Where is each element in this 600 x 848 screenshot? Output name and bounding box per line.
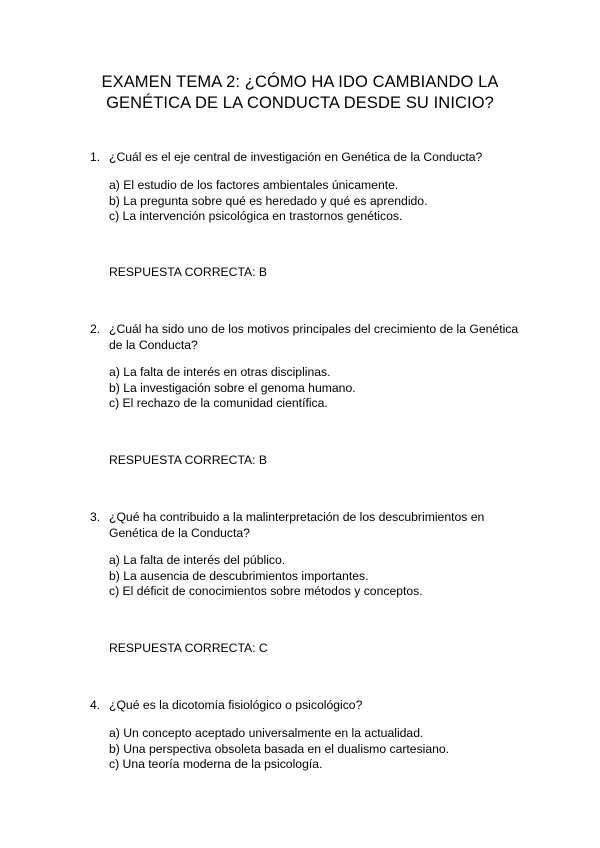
- question-number: 4.: [90, 698, 101, 712]
- question-number: 1.: [90, 150, 101, 164]
- question-stem: ¿Cuál ha sido uno de los motivos principales del crecimiento de la Genética de la Conducta?: [109, 322, 519, 352]
- option-c: c) El déficit de conocimientos sobre métodos y conceptos.: [109, 584, 423, 599]
- question-number: 3.: [90, 510, 101, 524]
- option-c: c) Una teoría moderna de la psicología.: [109, 757, 323, 772]
- options-list: [109, 725, 529, 772]
- question-number: 2.: [90, 322, 101, 336]
- options-list: [109, 177, 529, 224]
- option-a: a) El estudio de los factores ambientales únicamente.: [109, 178, 399, 192]
- option-c: c) La intervención psicológica en trastornos genéticos.: [109, 209, 403, 224]
- options-list: [109, 552, 529, 599]
- exam-title: [60, 72, 540, 114]
- options-list: [109, 364, 529, 411]
- option-b: b) La pregunta sobre qué es heredado y qué es aprendido.: [109, 193, 428, 208]
- option-a: a) La falta de interés en otras disciplinas.: [109, 365, 331, 379]
- exam-title-line-1: EXAMEN TEMA 2: ¿CÓMO HA IDO CAMBIANDO LA: [101, 73, 499, 91]
- correct-answer: RESPUESTA CORRECTA: B: [109, 453, 268, 467]
- option-b: b) Una perspectiva obsoleta basada en el dualismo cartesiano.: [109, 741, 450, 756]
- question-stem: ¿Qué es la dicotomía fisiológico o psicológico?: [109, 698, 363, 712]
- option-a: a) La falta de interés del público.: [109, 553, 286, 567]
- question-stem: ¿Cuál es el eje central de investigación en Genética de la Conducta?: [109, 150, 483, 164]
- question-stem: ¿Qué ha contribuido a la malinterpretación de los descubrimientos en Genética de la Conducta?: [109, 510, 485, 540]
- correct-answer: RESPUESTA CORRECTA: B: [109, 265, 268, 279]
- option-c: c) El rechazo de la comunidad científica.: [109, 396, 328, 411]
- option-a: a) Un concepto aceptado universalmente en la actualidad.: [109, 726, 424, 740]
- option-b: b) La investigación sobre el genoma humano.: [109, 380, 356, 395]
- option-b: b) La ausencia de descubrimientos importantes.: [109, 568, 369, 583]
- correct-answer: RESPUESTA CORRECTA: C: [109, 641, 268, 655]
- exam-title-line-2: GENÉTICA DE LA CONDUCTA DESDE SU INICIO?: [106, 94, 494, 112]
